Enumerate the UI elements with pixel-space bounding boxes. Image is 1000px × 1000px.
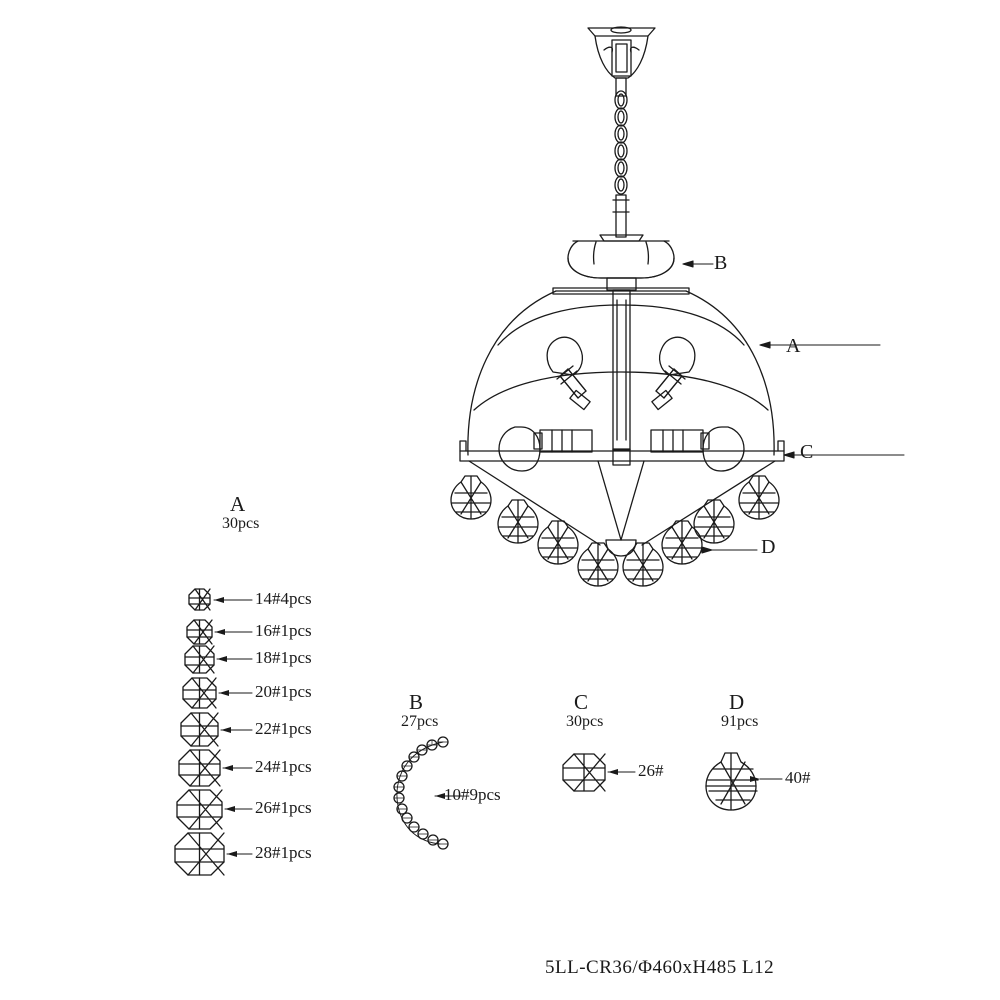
part-label-28: 28#1pcs <box>255 843 312 862</box>
octagon-18 <box>185 646 214 673</box>
top-disc-shade <box>568 235 674 290</box>
drawing-code-footer: 5LL-CR36/Φ460xH485 L12 <box>545 957 775 978</box>
part-label-b-10: 10#9pcs <box>444 785 501 804</box>
part-label-d-40: 40# <box>785 768 811 787</box>
callout-label-a: A <box>786 335 801 357</box>
octagon-20 <box>183 678 216 708</box>
group-count-c: 30pcs <box>566 713 604 730</box>
group-count-a: 30pcs <box>222 515 260 532</box>
octagon-16 <box>187 620 212 644</box>
group-title-c: C <box>574 690 589 714</box>
suspension-chain <box>613 78 629 237</box>
group-title-d: D <box>729 690 745 714</box>
group-count-d: 91pcs <box>721 713 759 730</box>
callout-label-c: C <box>800 441 814 463</box>
octagon-22 <box>181 713 218 746</box>
part-label-22: 22#1pcs <box>255 719 312 738</box>
octagon-24 <box>179 750 220 786</box>
callout-leaders <box>683 261 904 553</box>
bottom-arm-bar-C <box>460 441 784 556</box>
part-label-18: 18#1pcs <box>255 648 312 667</box>
part-label-26: 26#1pcs <box>255 798 312 817</box>
callout-label-d: D <box>761 536 776 558</box>
octagon-28 <box>175 833 224 875</box>
crystal-drop-garland <box>451 476 779 586</box>
octagon-26 <box>177 790 222 829</box>
part-label-16: 16#1pcs <box>255 621 312 640</box>
cage-frame-A <box>468 288 774 455</box>
part-label-24: 24#1pcs <box>255 757 312 776</box>
part-label-c-26: 26# <box>638 761 664 780</box>
group-d-crystal-drop <box>706 753 782 810</box>
ceiling-canopy-icon <box>588 27 655 78</box>
group-c-octagon <box>563 754 635 791</box>
group-title-b: B <box>409 690 424 714</box>
center-rod <box>613 290 630 450</box>
group-count-b: 27pcs <box>401 713 439 730</box>
part-label-14: 14#4pcs <box>255 589 312 608</box>
octagon-14 <box>189 589 210 610</box>
group-title-a: A <box>230 492 246 516</box>
callout-label-b: B <box>714 252 728 274</box>
part-label-20: 20#1pcs <box>255 682 312 701</box>
group-a-octagon-list <box>175 589 252 875</box>
lamp-socket-lower-left <box>499 427 592 471</box>
lamp-socket-lower-right <box>651 427 744 471</box>
